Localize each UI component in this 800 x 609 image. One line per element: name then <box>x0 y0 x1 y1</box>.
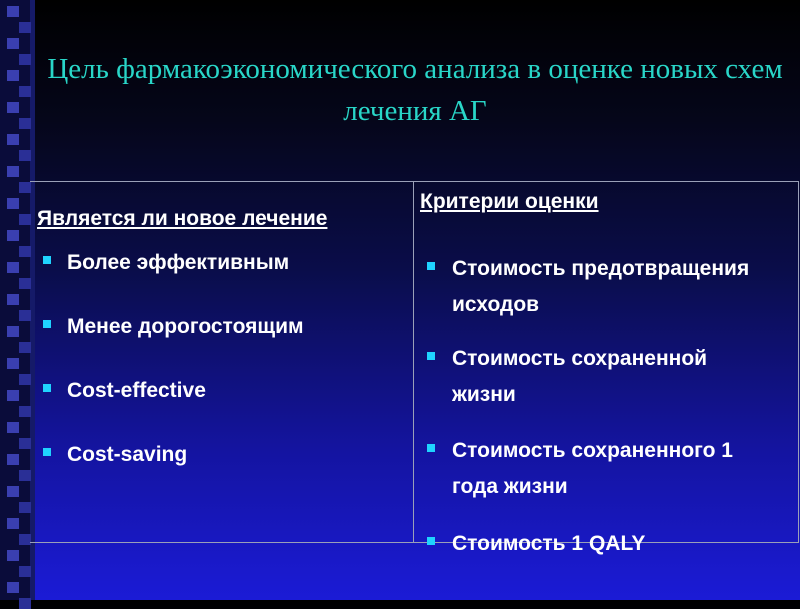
strip-square <box>7 294 19 305</box>
strip-square <box>7 358 19 369</box>
strip-square <box>7 422 19 433</box>
strip-square <box>7 38 19 49</box>
bullet-icon <box>427 262 435 270</box>
strip-square <box>7 6 19 17</box>
left-heading: Является ли новое лечение <box>37 207 328 230</box>
strip-square <box>7 582 19 593</box>
strip-square <box>7 390 19 401</box>
strip-square <box>7 230 19 241</box>
strip-square <box>19 150 31 161</box>
strip-square <box>19 54 31 65</box>
strip-square <box>7 198 19 209</box>
strip-square <box>7 134 19 145</box>
bullet-icon <box>427 352 435 360</box>
right-item-2: Стоимость сохраненной жизни <box>452 347 708 406</box>
bullet-icon <box>43 256 51 264</box>
bullet-icon <box>43 320 51 328</box>
left-item-2: Менее дорогостоящим <box>67 315 304 338</box>
strip-square <box>19 22 31 33</box>
column-divider <box>413 181 414 542</box>
right-item-4: Стоимость 1 QALY <box>452 532 646 555</box>
strip-square <box>7 166 19 177</box>
bullet-icon <box>43 384 51 392</box>
strip-square <box>7 262 19 273</box>
strip-square <box>19 86 31 97</box>
left-item-3: Cost-effective <box>67 379 206 402</box>
strip-square <box>7 518 19 529</box>
left-item-4: Cost-saving <box>67 443 188 466</box>
strip-square <box>7 70 19 81</box>
slide-title: Цель фармакоэкономического анализа в оценке новых схем лечения АГ <box>47 53 783 127</box>
bullet-icon <box>43 448 51 456</box>
strip-square <box>7 102 19 113</box>
right-item-1: Стоимость предотвращения исходов <box>452 257 750 316</box>
strip-square <box>7 454 19 465</box>
strip-square <box>7 326 19 337</box>
decorative-strip <box>0 0 34 600</box>
bullet-icon <box>427 537 435 545</box>
left-item-1: Более эффективным <box>67 251 290 274</box>
right-heading: Критерии оценки <box>420 190 599 213</box>
right-item-3: Стоимость сохраненного 1 года жизни <box>452 439 733 498</box>
strip-square <box>7 550 19 561</box>
strip-square <box>19 118 31 129</box>
strip-square <box>19 566 31 577</box>
strip-square <box>7 486 19 497</box>
bullet-icon <box>427 444 435 452</box>
